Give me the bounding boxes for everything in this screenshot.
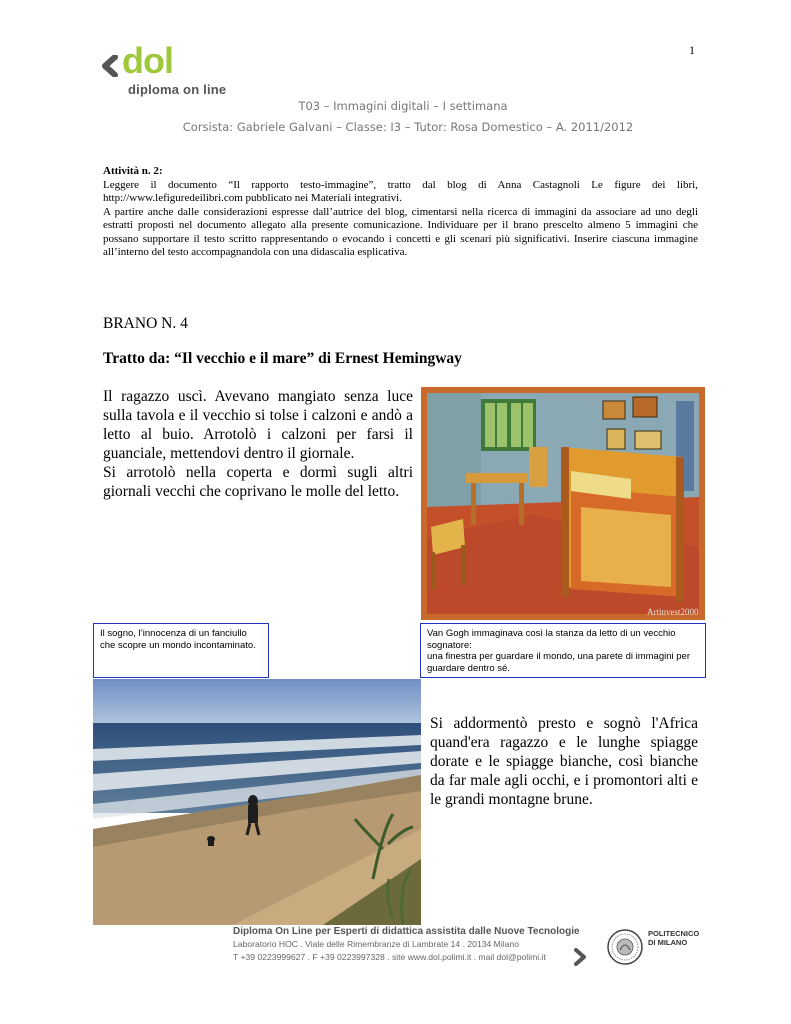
chevron-right-icon [571, 948, 589, 966]
caption-right-line-1: Van Gogh immaginava così la stanza da letto di un vecchio sognatore: [427, 628, 676, 651]
polimi-seal-icon [606, 928, 644, 966]
source-heading: Tratto da: “Il vecchio e il mare” di Ernest Hemingway [103, 350, 462, 367]
footer [233, 925, 703, 975]
chevron-left-icon [100, 55, 122, 77]
polimi-line-2: DI MILANO [648, 938, 688, 947]
painting-signature: Artinvest2000 [647, 607, 699, 617]
beach-photo-image [93, 679, 421, 925]
dol-logo [100, 40, 260, 100]
excerpt-text-2: Si arrotolò nella coperta e dormì sugli altri giornali vecchi che coprivano le molle del letto. [103, 464, 413, 500]
header-title: T03 – Immagini digitali – I settimana [298, 99, 508, 113]
excerpt-paragraph-2: Si addormentò presto e sognò l'Africa quand'era ragazzo e le lunghe spiagge dorate e le spiagge bianche, così bianche da far male agli occhi, e i promontori alti e le grandi montagne brune. [430, 715, 698, 808]
task-paragraph-1: Leggere il documento “Il rapporto testo-immagine”, tratto dal blog di Anna Castagnoli Le figure dei libri, http://www.lefiguredeilibri.com pubblicato nei Materiali integrativi. [103, 178, 698, 204]
task-title: Attività n. 2: [103, 165, 163, 177]
excerpt-text-1: Il ragazzo uscì. Avevano mangiato senza luce sulla tavola e il vecchio si tolse i calzoni e andò a letto al buio. Arrotolò i calzoni per farsi il guanciale, mettendovi dentro il giornale. [103, 388, 413, 462]
footer-line-1: Diploma On Line per Esperti di didattica assistita dalle Nuove Tecnologie [233, 926, 580, 937]
header-subtitle: Corsista: Gabriele Galvani – Classe: I3 – Tutor: Rosa Domestico – A. 2011/2012 [182, 120, 634, 134]
caption-right-line-2: una finestra per guardare il mondo, una parete di immagini per guardare dentro sé. [427, 651, 690, 674]
page-number: 1 [689, 43, 695, 57]
caption-left [93, 623, 269, 678]
footer-line-3: T +39 0223999627 . F +39 0223997328 . site www.dol.polimi.it . mail dol@polimi.it [233, 952, 546, 962]
footer-text [233, 925, 583, 964]
excerpt-paragraph-1 [103, 387, 413, 501]
caption-left-text: Il sogno, l’innocenza di un fanciullo che scopre un mondo incontaminato. [100, 628, 256, 651]
task-paragraph-2: A partire anche dalle considerazioni espresse dall’autrice del blog, cimentarsi nella ricerca di immagini da associare ad uno degli estratti proposti nel documento allegato alla presente comunicazione. Individuare per il brano prescelto almeno 5 immagini che possano supportare il testo scritto rappresentando o evocando i concetti e gli scenari più significativi. Inserire ciascuna immagine all’interno del testo accompagnandola con una didascalia esplicativa. [103, 205, 698, 258]
logo-tagline: diploma on line [128, 82, 227, 97]
polimi-line-1: POLITECNICO [648, 929, 700, 938]
van-gogh-bedroom-image [421, 387, 705, 620]
brano-heading: BRANO N. 4 [103, 315, 188, 332]
caption-right [420, 623, 706, 678]
logo-word: dol [122, 40, 173, 81]
polimi-name [648, 929, 699, 947]
task-block [103, 165, 698, 260]
footer-line-2: Laboratorio HOC . Viale delle Rimembranze di Lambrate 14 . 20134 Milano [233, 939, 519, 949]
